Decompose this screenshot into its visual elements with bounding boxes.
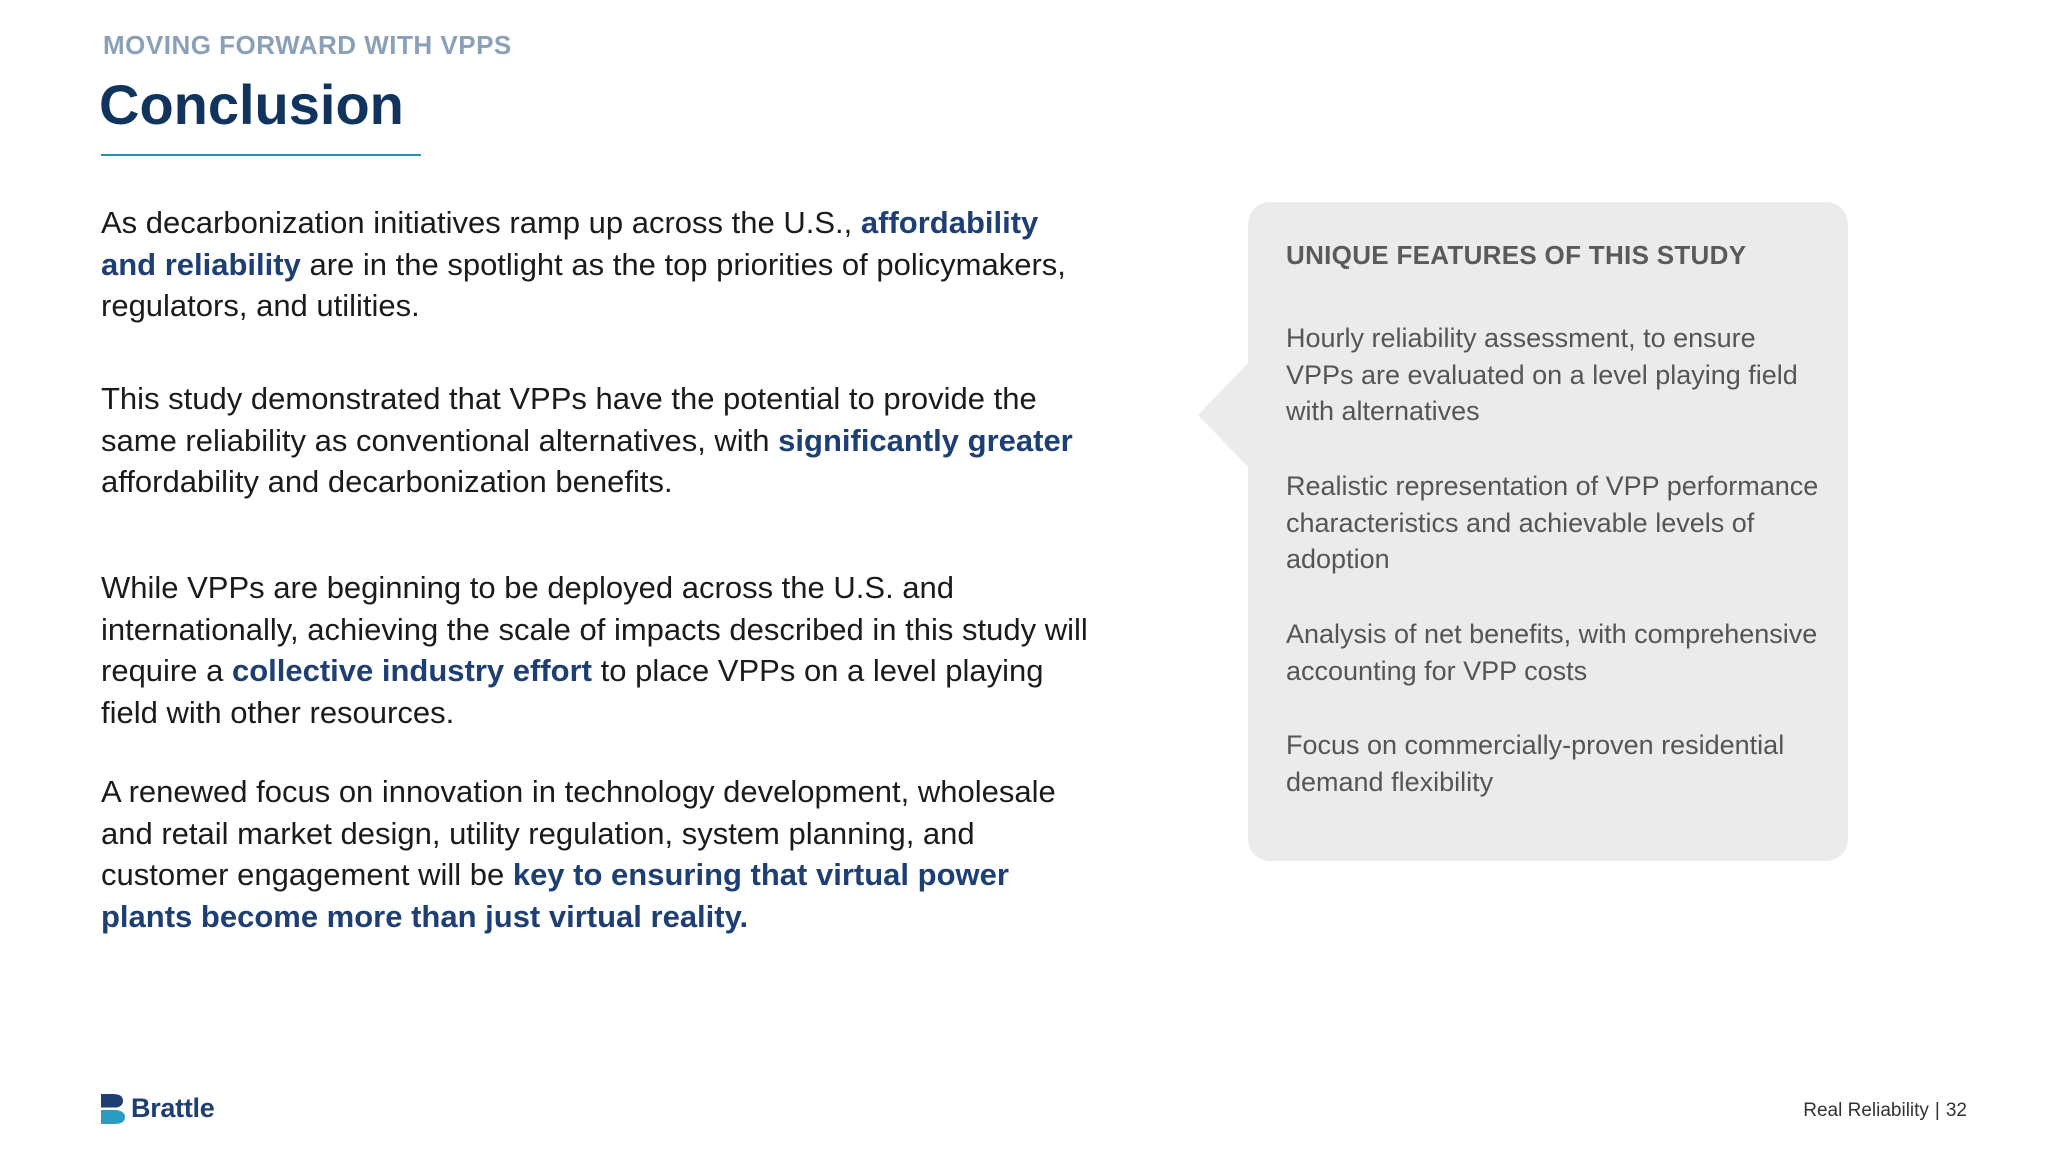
paragraph-3 bbox=[101, 567, 1101, 733]
page-title: Conclusion bbox=[99, 73, 404, 136]
callout-heading: UNIQUE FEATURES OF THIS STUDY bbox=[1286, 240, 1747, 270]
report-title: Real Reliability bbox=[1803, 1100, 1929, 1121]
paragraph-4 bbox=[101, 771, 1101, 937]
paragraph-4-highlight: key to ensuring that virtual power plants become more than just virtual reality. bbox=[101, 857, 1009, 934]
section-kicker: MOVING FORWARD WITH VPPS bbox=[103, 30, 512, 60]
paragraph-1-highlight: affordability and reliability bbox=[101, 205, 1039, 282]
brattle-logo bbox=[101, 1093, 214, 1124]
paragraph-2-text: This study demonstrated that VPPs have the potential to provide the same reliability as conventional alternatives, with bbox=[101, 381, 1037, 458]
paragraph-1-text: As decarbonization initiatives ramp up across the U.S., bbox=[101, 205, 861, 240]
page-number: 32 bbox=[1945, 1100, 1967, 1121]
paragraph-3-text: While VPPs are beginning to be deployed across the U.S. and internationally, achieving the scale of impacts described in this study will require a bbox=[101, 570, 1088, 688]
footer-separator: | bbox=[1934, 1100, 1940, 1121]
feature-item: Hourly reliability assessment, to ensure VPPs are evaluated on a level playing field with alternatives bbox=[1286, 323, 1798, 426]
paragraph-2-highlight: significantly greater bbox=[778, 422, 1073, 458]
brattle-logo-text: Brattle bbox=[131, 1093, 215, 1123]
features-callout bbox=[1248, 202, 1848, 861]
paragraph-3-text-end: to place VPPs on a level playing field with other resources. bbox=[101, 653, 1044, 730]
feature-item: Analysis of net benefits, with comprehensive accounting for VPP costs bbox=[1286, 619, 1818, 686]
paragraph-2-text-end: affordability and decarbonization benefits. bbox=[101, 464, 673, 499]
paragraph-1-text-end: are in the spotlight as the top priorities of policymakers, regulators, and utilities. bbox=[101, 246, 1066, 323]
feature-item: Realistic representation of VPP performance characteristics and achievable levels of adoption bbox=[1286, 471, 1819, 574]
footer-page-info bbox=[1803, 1100, 1967, 1122]
paragraph-2 bbox=[101, 378, 1101, 503]
callout-pointer bbox=[1198, 361, 1250, 469]
feature-item: Focus on commercially-proven residential demand flexibility bbox=[1286, 730, 1785, 797]
title-underline bbox=[101, 154, 421, 156]
brattle-logo-icon bbox=[101, 1094, 125, 1124]
paragraph-1 bbox=[101, 202, 1101, 327]
paragraph-4-text: A renewed focus on innovation in technology development, wholesale and retail market design, utility regulation, system planning, and customer engagement will be bbox=[101, 774, 1056, 892]
paragraph-3-highlight: collective industry effort bbox=[231, 653, 592, 688]
